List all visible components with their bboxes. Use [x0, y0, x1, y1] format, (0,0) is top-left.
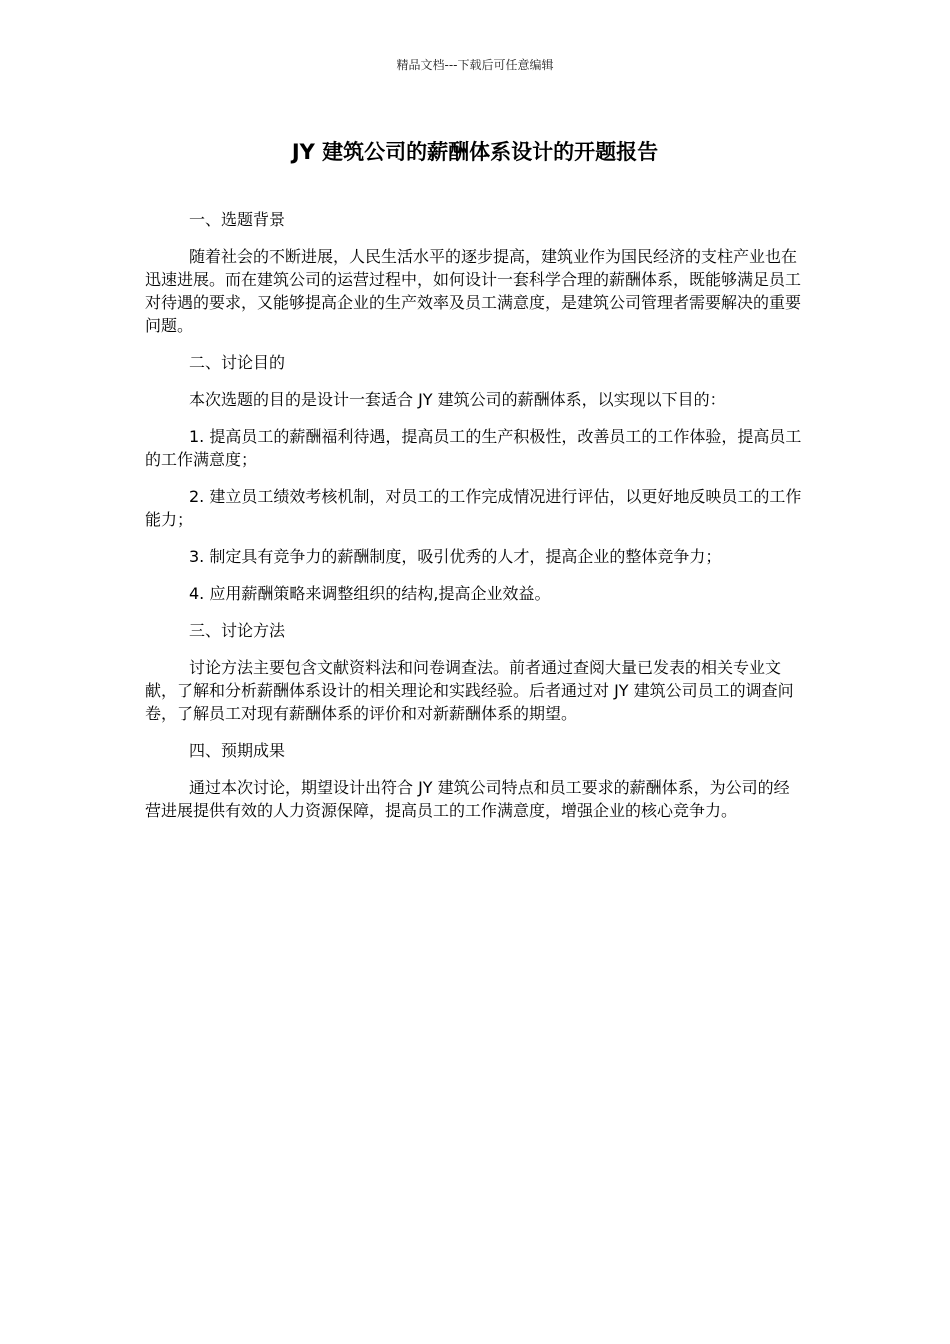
document-title: JY 建筑公司的薪酬体系设计的开题报告 — [291, 140, 659, 164]
list-item-purpose-3: 3. 制定具有竞争力的薪酬制度，吸引优秀的人才，提高企业的整体竞争力； — [189, 547, 722, 566]
section-heading-background: 一、选题背景 — [189, 210, 286, 229]
list-item-purpose-4: 4. 应用薪酬策略来调整组织的结构,提高企业效益。 — [189, 584, 551, 603]
section-heading-purpose: 二、讨论目的 — [189, 353, 286, 372]
section-heading-outcome: 四、预期成果 — [189, 741, 286, 760]
header-note: 精品文档---下载后可任意编辑 — [396, 58, 554, 72]
paragraph-method: 讨论方法主要包含文献资料法和问卷调查法。前者通过查阅大量已发表的相关专业文献，了解和分析薪酬体系设计的相关理论和实践经验。后者通过对 JY 建筑公司员工的调查问卷，了解员工对现有薪酬体系的评价和对新薪酬体系的期望。 — [145, 658, 794, 723]
document-body — [145, 208, 805, 836]
list-item-purpose-2: 2. 建立员工绩效考核机制，对员工的工作完成情况进行评估，以更好地反映员工的工作能力； — [145, 487, 802, 529]
paragraph-purpose-intro: 本次选题的目的是设计一套适合 JY 建筑公司的薪酬体系，以实现以下目的： — [189, 390, 726, 409]
section-heading-method: 三、讨论方法 — [189, 621, 286, 640]
paragraph-outcome: 通过本次讨论，期望设计出符合 JY 建筑公司特点和员工要求的薪酬体系，为公司的经营进展提供有效的人力资源保障，提高员工的工作满意度，增强企业的核心竞争力。 — [145, 778, 790, 820]
paragraph-background: 随着社会的不断进展，人民生活水平的逐步提高，建筑业作为国民经济的支柱产业也在迅速进展。而在建筑公司的运营过程中，如何设计一套科学合理的薪酬体系，既能够满足员工对待遇的要求，又能够提高企业的生产效率及员工满意度，是建筑公司管理者需要解决的重要问题。 — [145, 247, 802, 335]
list-item-purpose-1: 1. 提高员工的薪酬福利待遇，提高员工的生产积极性，改善员工的工作体验，提高员工的工作满意度； — [145, 427, 802, 469]
